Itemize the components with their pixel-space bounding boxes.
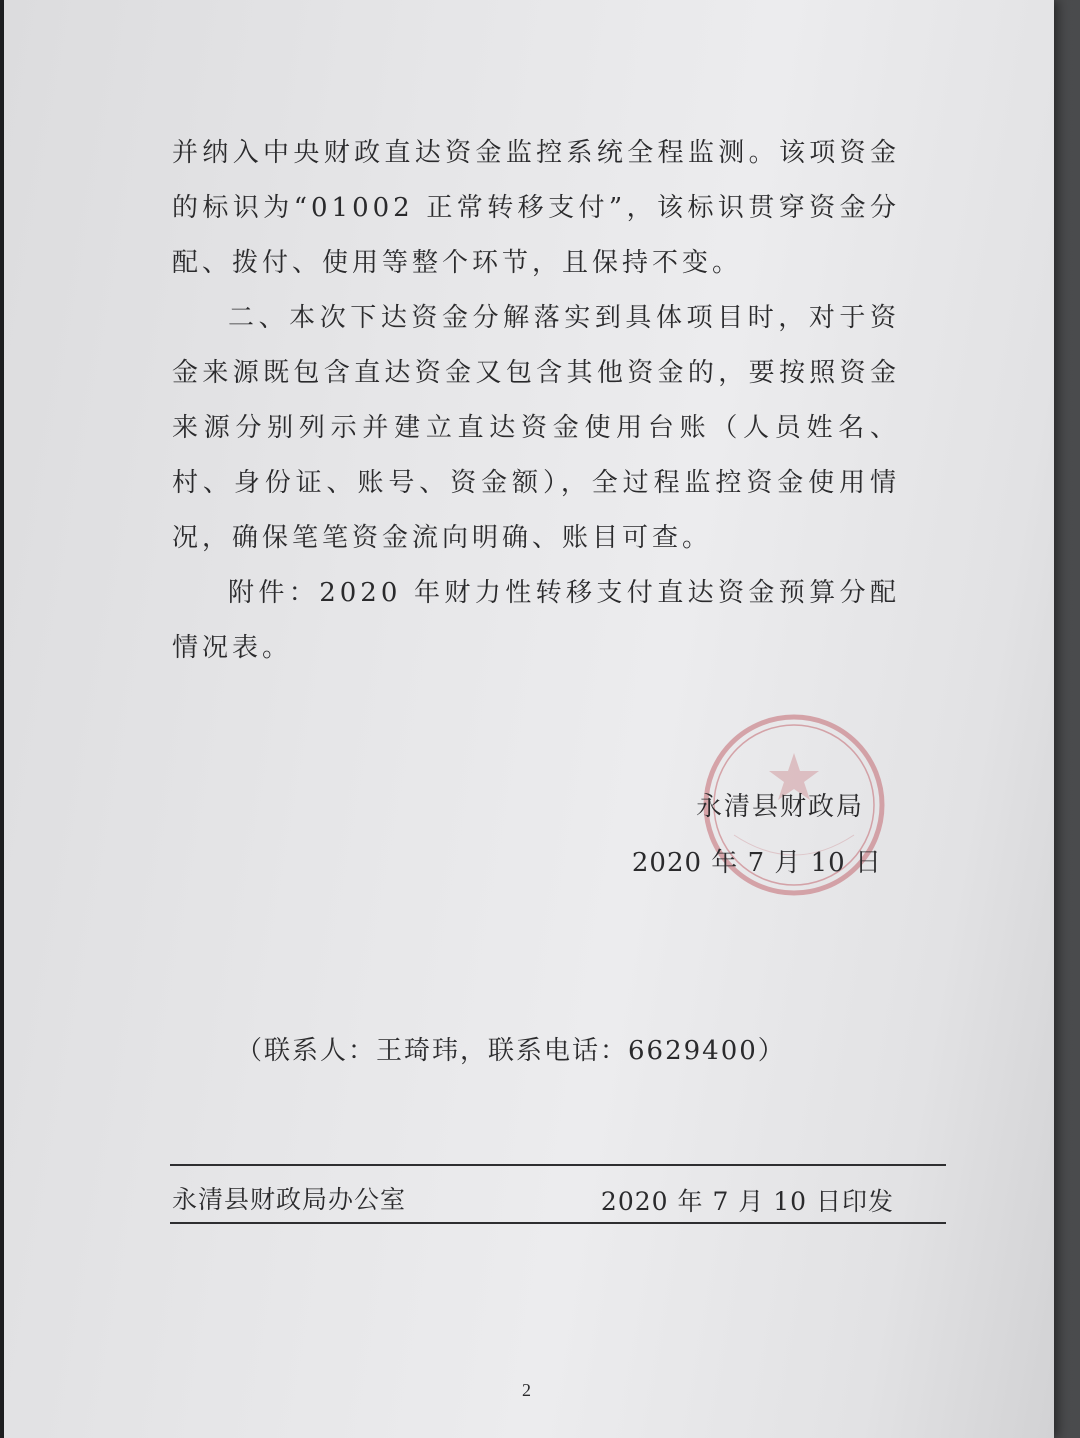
paragraph-attachment: 附件：2020 年财力性转移支付直达资金预算分配情况表。 [172, 578, 900, 663]
document-body [172, 126, 900, 676]
paragraph-section-two: 二、本次下达资金分解落实到具体项目时，对于资金来源既包含直达资金又包含其他资金的，要按照资金来源分别列示并建立直达资金使用台账（人员姓名、村、身份证、账号、资金额），全过程监控资金使用情况，确保笔笔资金流向明确、账目可查。 [172, 303, 900, 553]
document-page [4, 0, 1054, 1438]
page-number: 2 [522, 1380, 531, 1400]
footer-office: 永清县财政局办公室 [172, 1185, 407, 1214]
contact-info: （联系人：王琦玮，联系电话：6629400） [236, 1036, 786, 1066]
issuing-organization: 永清县财政局 [695, 792, 864, 822]
footer-issue-date: 2020 年 7 月 10 日印发 [600, 1187, 894, 1216]
signature-block [631, 780, 904, 910]
footer-rule-top [170, 1164, 946, 1166]
paragraph-continuation: 并纳入中央财政直达资金监控系统全程监测。该项资金的标识为“01002 正常转移支付”，该标识贯穿资金分配、拨付、使用等整个环节，且保持不变。 [172, 138, 900, 278]
footer-rule-bottom [170, 1222, 946, 1224]
signature-date: 2020 年 7 月 10 日 [631, 848, 882, 878]
